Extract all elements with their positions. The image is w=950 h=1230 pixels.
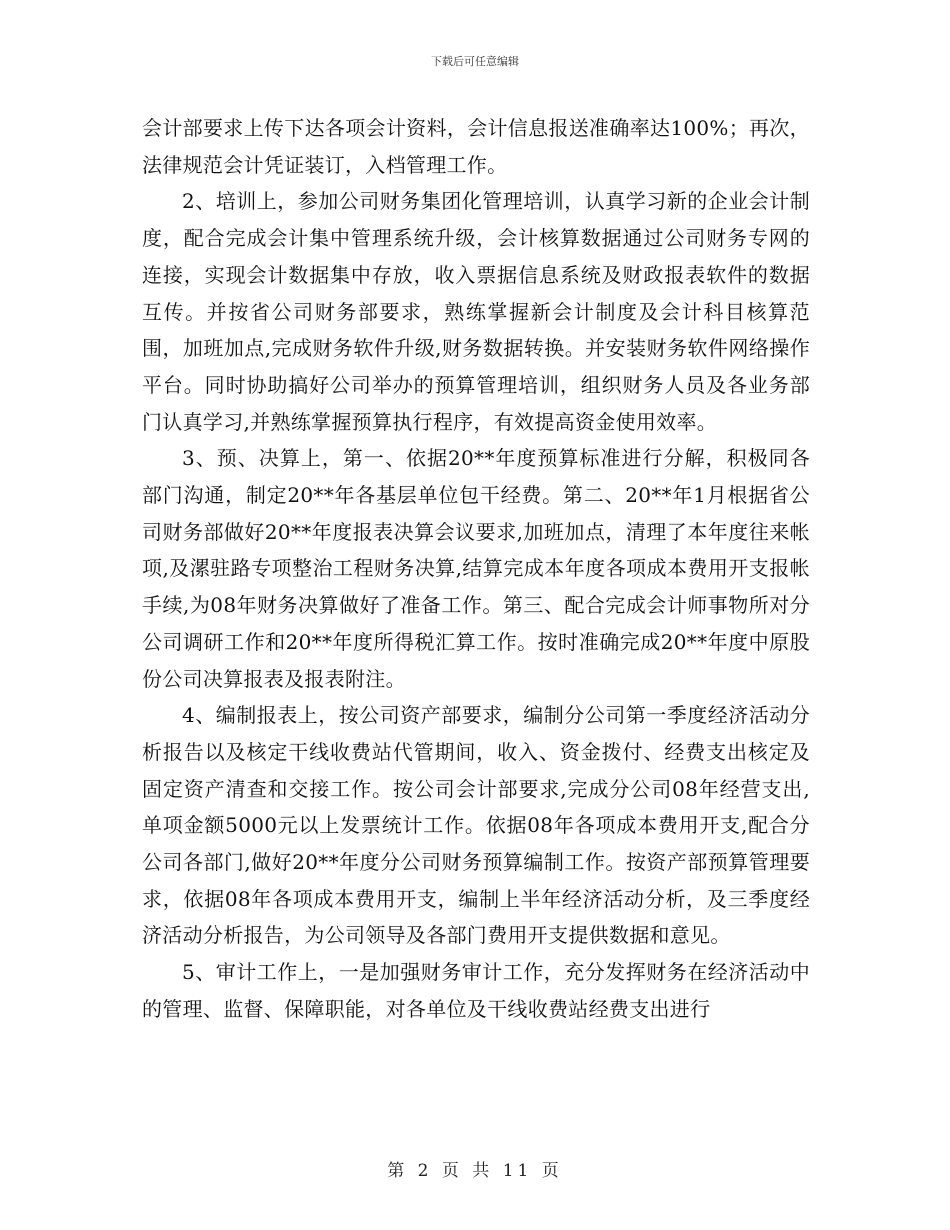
paragraph-1: 会计部要求上传下达各项会计资料，会计信息报送准确率达100%；再次，法律规范会计凭证装订，入档管理工作。: [142, 116, 810, 177]
paragraph-5: 5、审计工作上，一是加强财务审计工作，充分发挥财务在经济活动中的管理、监督、保障职能，对各单位及干线收费站经费支出进行: [142, 960, 810, 1021]
paragraph-2: 2、培训上，参加公司财务集团化管理培训，认真学习新的企业会计制度，配合完成会计集中管理系统升级，会计核算数据通过公司财务专网的连接，实现会计数据集中存放，收入票据信息系统及财政报表软件的数据互传。并按省公司财务部要求，熟练掌握新会计制度及会计科目核算范围，加班加点,完成财务软件升级,财务数据转换。并安装财务软件网络操作平台。同时协助搞好公司举办的预算管理培训，组织财务人员及各业务部门认真学习,并熟练掌握预算执行程序，有效提高资金使用效率。: [142, 189, 810, 434]
page-header: 下载后可任意编辑: [431, 55, 519, 68]
paragraph-4: 4、编制报表上，按公司资产部要求，编制分公司第一季度经济活动分析报告以及核定干线收费站代管期间，收入、资金拨付、经费支出核定及固定资产清查和交接工作。按公司会计部要求,完成分公司08年经营支出,单项金额5000元以上发票统计工作。依据08年各项成本费用开支,配合分公司各部门,做好20**年度分公司财务预算编制工作。按资产部预算管理要求，依据08年各项成本费用开支，编制上半年经济活动分析，及三季度经济活动分析报告，为公司领导及各部门费用开支提供数据和意见。: [142, 703, 810, 948]
paragraph-3: 3、预、决算上，第一、依据20**年度预算标准进行分解，积极同各部门沟通，制定20**年各基层单位包干经费。第二、20**年1月根据省公司财务部做好20**年度报表决算会议要求,加班加点，清理了本年度往来帐项,及漯驻路专项整治工程财务决算,结算完成本年度各项成本费用开支报帐手续,为08年财务决算做好了准备工作。第三、配合完成会计师事物所对分公司调研工作和20**年度所得税汇算工作。按时准确完成20**年度中原股份公司决算报表及报表附注。: [142, 446, 810, 691]
page-number-footer: 第 2 页 共 11 页: [387, 1161, 563, 1181]
document-body: [142, 110, 810, 1028]
